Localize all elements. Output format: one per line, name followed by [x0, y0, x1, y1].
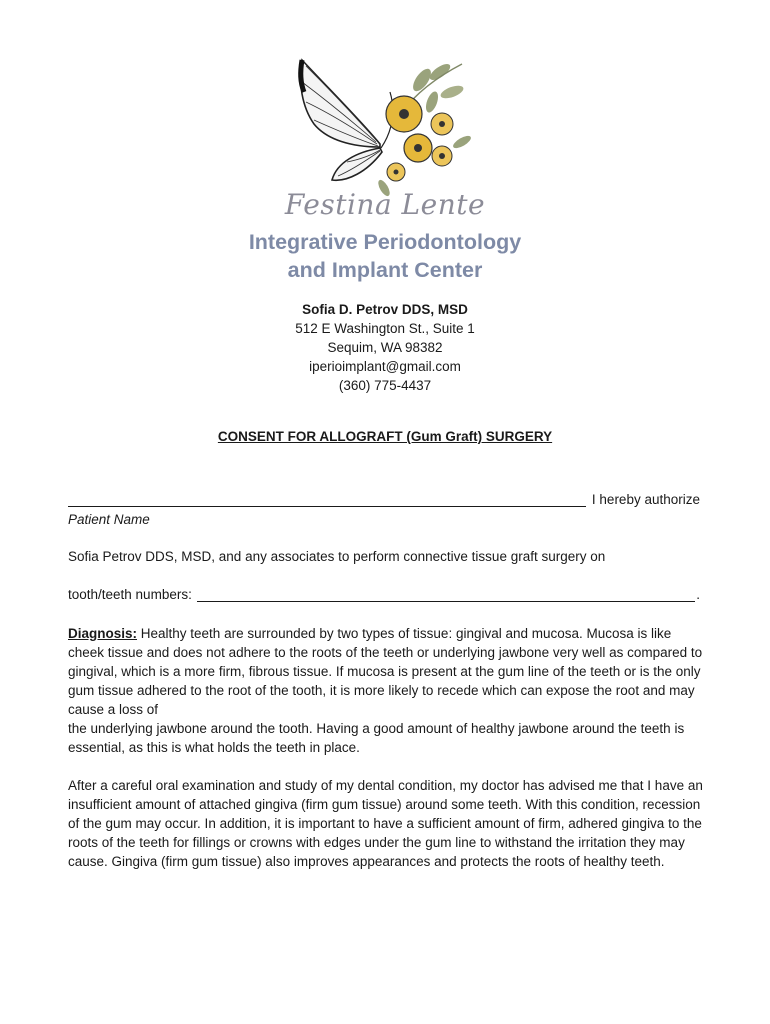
email: iperioimplant@gmail.com [309, 359, 461, 374]
butterfly-flowers-logo [292, 52, 478, 198]
address-line2: Sequim, WA 98382 [327, 340, 443, 355]
address-line1: 512 E Washington St., Suite 1 [295, 321, 475, 336]
logo-script-name: Festina Lente [284, 188, 486, 221]
diagnosis-label: Diagnosis: [68, 626, 138, 641]
diagnosis-text: Healthy teeth are surrounded by two types of tissue: gingival and mucosa. Mucosa is like cheek tissue and does not adhere to the roots of the teeth or underlying jawbone very well as compared to gingival, which is a more firm, fibrous tissue. If mucosa is present at the gum line of the teeth or is the only gum tissue adhered to the root of the tooth, it is more likely to recede which can expose the root and may cause a loss of [68, 626, 703, 717]
patient-name-label: Patient Name [68, 512, 150, 527]
advice-paragraph: After a careful oral examination and study of my dental condition, my doctor has advised me that I have an insufficient amount of attached gingiva (firm gum tissue) around some teeth. With this condition, recession of the gum may occur. In addition, it is important to have a sufficient amount of firm, adhered gingiva to the roots of the teeth for fillings or crowns with edges under the gum line to withstand the irritation they may cause. Gingiva (firm gum tissue) also improves appearances and protects the roots of healthy teeth. [68, 778, 703, 869]
phone: (360) 775-4437 [338, 378, 432, 393]
diagnosis-text2: the underlying jawbone around the tooth. Having a good amount of healthy jawbone around the teeth is essential, as this is what holds the teeth in place. [68, 721, 685, 755]
perform-text: Sofia Petrov DDS, MSD, and any associates to perform connective tissue graft surgery on [68, 549, 606, 564]
practice-title-line1: Integrative Periodontology [248, 230, 522, 254]
practice-title-line2: and Implant Center [287, 258, 483, 282]
consent-title: CONSENT FOR ALLOGRAFT (Gum Graft) SURGERY [217, 429, 553, 444]
patient-name-field[interactable] [68, 494, 586, 507]
teeth-end: . [696, 587, 700, 602]
diagnosis-paragraph [68, 624, 704, 757]
authorize-text: I hereby authorize [591, 492, 700, 507]
patient-name-row [68, 492, 700, 507]
teeth-numbers-field[interactable] [197, 589, 695, 602]
teeth-numbers-row [68, 587, 700, 602]
teeth-label: tooth/teeth numbers: [68, 587, 192, 602]
doctor-name: Sofia D. Petrov DDS, MSD [302, 302, 468, 317]
